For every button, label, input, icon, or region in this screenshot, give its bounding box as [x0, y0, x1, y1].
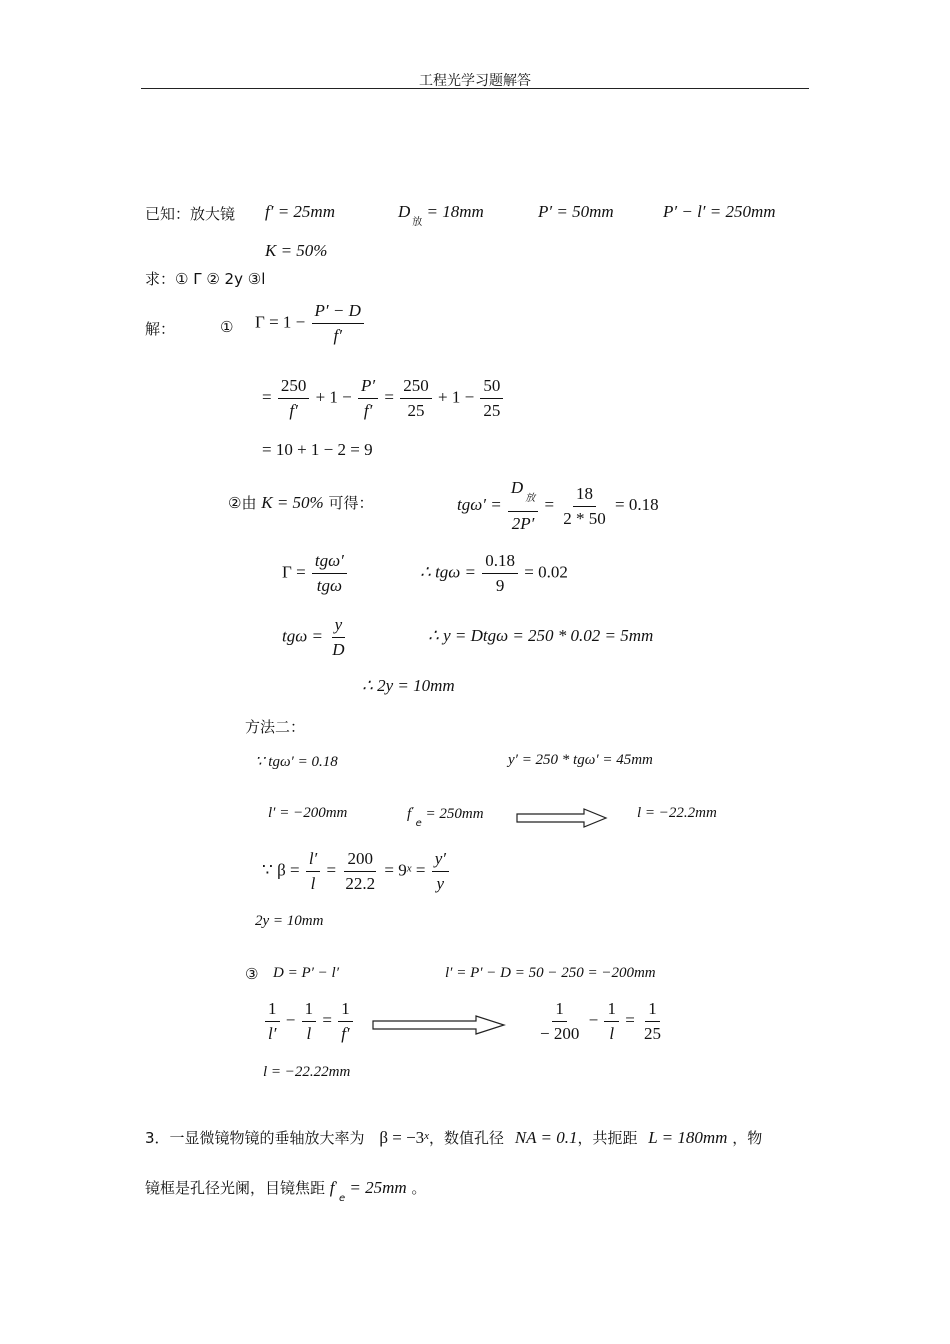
gamma-lhs: Γ = 1 − — [255, 312, 306, 332]
lens2-frac-3 — [641, 998, 664, 1045]
problem3-fe-prime: ′ — [334, 1180, 337, 1192]
lens-frac-3 — [338, 998, 353, 1045]
step2-intro — [228, 492, 374, 513]
lens2-frac-2 — [604, 998, 619, 1045]
problem3-text-a: 3．一显微镜物镜的垂轴放大率为 — [145, 1129, 365, 1147]
tg-frac-1-den: 2P′ — [511, 514, 535, 533]
lens2-frac-1 — [537, 998, 582, 1045]
problem3-fe-value: = 25mm — [349, 1178, 407, 1197]
lens-frac-2-num: 1 — [302, 998, 317, 1022]
problem3-beta-x: x — [424, 1130, 430, 1142]
lens-frac-2-den: l — [306, 1024, 312, 1043]
expansion-eq: = — [262, 387, 272, 407]
given-k: K = 50% — [265, 241, 328, 260]
lens2-frac-1-num: 1 — [552, 998, 567, 1022]
beta-x: x — [406, 862, 412, 875]
beta-value: = 9 — [384, 860, 407, 880]
lens-minus: − — [285, 1010, 296, 1030]
beta-frac-3-den: y — [436, 874, 445, 893]
l-prime-value: l′ = −200mm — [268, 805, 348, 821]
therefore-tg-lhs: ∴ tgω = — [420, 562, 477, 582]
expansion-frac-4 — [480, 375, 503, 422]
lens2-frac-1-den: − 200 — [540, 1024, 580, 1043]
therefore-y: ∴ y = Dtgω = 250 * 0.02 = 5mm — [428, 626, 654, 645]
lens2-eq: = — [625, 1010, 635, 1030]
given-p-minus-l: P′ − l′ = 250mm — [663, 202, 776, 221]
y-prime-result: y′ = 250 * tgω′ = 45mm — [508, 752, 653, 768]
step2-prefix: ②由 — [228, 494, 257, 512]
tg-frac-2-den: 2 * 50 — [563, 508, 606, 528]
beta-frac-2-num: 200 — [344, 848, 376, 872]
tgw-den: D — [332, 640, 345, 659]
step3-l: l′ = P′ − D = 50 − 250 = −200mm — [445, 965, 656, 981]
fe-value — [407, 805, 484, 829]
tgw-lhs: tgω = — [282, 626, 323, 646]
therefore-tg-formula — [420, 550, 568, 597]
given-d-fang — [398, 202, 484, 228]
gamma-result: = 10 + 1 − 2 = 9 — [262, 440, 373, 459]
lens2-frac-3-num: 1 — [645, 998, 660, 1022]
step3-marker: ③ — [245, 965, 259, 983]
problem3-fe-sub: e — [338, 1193, 346, 1204]
beta-frac-2 — [342, 848, 378, 895]
tgw-frac — [329, 614, 347, 661]
lens-equation-substituted — [535, 998, 666, 1045]
problem3-beta-value: β = −3 — [379, 1128, 425, 1147]
gamma-fraction — [312, 300, 364, 347]
lens2-minus: − — [588, 1010, 599, 1030]
beta-frac-1-num: l′ — [306, 848, 320, 872]
problem3-line2 — [145, 1177, 426, 1204]
solution-label: 解： — [145, 320, 176, 338]
because-tg: ∵ tgω′ = 0.18 — [255, 754, 338, 770]
method2-label: 方法二： — [245, 718, 306, 736]
lens-frac-1-den: l′ — [268, 1024, 277, 1043]
gamma-tg-formula — [282, 550, 349, 597]
lens2-frac-3-den: 25 — [644, 1024, 662, 1043]
therefore-tg-num: 0.18 — [482, 550, 518, 574]
step3-d: D = P′ − l′ — [273, 965, 339, 981]
lens-equation — [263, 998, 355, 1045]
given-d-subscript: 放 — [412, 217, 423, 228]
gamma2-den: tgω — [316, 576, 343, 595]
given-d-symbol: D — [398, 202, 411, 221]
ask-label: 求：① Γ ② 2y ③l — [145, 270, 266, 288]
problem3-text-f: 。 — [411, 1179, 427, 1197]
therefore-2y: ∴ 2y = 10mm — [362, 676, 455, 695]
expansion-eq-2: = — [384, 387, 394, 407]
expansion-frac-2 — [358, 375, 378, 422]
tg-frac-1-num-d: D — [510, 478, 524, 497]
expansion-frac-1 — [278, 375, 310, 422]
therefore-tg-frac — [482, 550, 518, 597]
lens-frac-1 — [265, 998, 280, 1045]
gamma-numerator: P′ − D — [312, 300, 364, 324]
expansion-mid: + 1 − — [315, 387, 352, 407]
right-arrow-icon-2 — [372, 1015, 506, 1035]
beta-frac-1 — [306, 848, 320, 895]
problem3-text-e: 镜框是孔径光阑，目镜焦距 — [145, 1179, 326, 1197]
given-p-prime: P′ = 50mm — [538, 202, 614, 221]
problem3-text-b: ，数值孔径 — [429, 1129, 505, 1147]
tg-result: = 0.18 — [615, 494, 659, 514]
step2-k: K = 50% — [261, 493, 324, 512]
problem3-fe-symbol: f — [329, 1178, 335, 1197]
tg-frac-1-num — [508, 477, 538, 512]
lens-frac-1-num: 1 — [265, 998, 280, 1022]
l-final: l = −22.22mm — [263, 1064, 351, 1080]
beta-frac-1-den: l — [310, 874, 316, 893]
gamma-formula — [255, 300, 366, 347]
beta-eq-2: = — [415, 860, 426, 880]
problem3-fe — [329, 1178, 407, 1204]
given-d-value: = 18mm — [426, 202, 484, 221]
beta-frac-3 — [432, 848, 449, 895]
gamma-expansion — [262, 375, 505, 422]
result-2y: 2y = 10mm — [255, 913, 324, 929]
header-divider — [141, 88, 809, 89]
lens-frac-2 — [302, 998, 317, 1045]
expansion-frac-4-den: 25 — [483, 401, 501, 420]
given-label: 已知：放大镜 — [145, 205, 236, 223]
problem3-na: NA = 0.1 — [514, 1128, 578, 1147]
beta-frac-2-den: 22.2 — [345, 874, 376, 893]
tg-eq: = — [544, 494, 555, 514]
beta-frac-3-num: y′ — [432, 848, 449, 872]
gamma-denominator: f′ — [333, 326, 342, 345]
tg-frac-1-num-sub: 放 — [525, 493, 536, 504]
expansion-frac-3 — [400, 375, 432, 422]
fe-number: = 250mm — [425, 806, 484, 822]
expansion-frac-1-den: f′ — [289, 401, 298, 420]
expansion-mid-2: + 1 − — [437, 387, 475, 407]
problem3-L: L = 180mm — [648, 1128, 728, 1147]
lens-eq: = — [322, 1010, 332, 1030]
expansion-frac-2-num: P′ — [358, 375, 378, 399]
step2-suffix: 可得： — [328, 494, 374, 512]
gamma2-frac — [312, 550, 347, 597]
beta-lhs: ∵ β = — [262, 860, 300, 880]
lens2-frac-2-den: l — [609, 1024, 615, 1043]
problem3-text-d: ，物 — [732, 1129, 763, 1147]
l-result: l = −22.2mm — [637, 805, 717, 821]
lens-frac-3-num: 1 — [338, 998, 353, 1022]
tg-frac-1 — [508, 477, 538, 535]
expansion-frac-3-num: 250 — [400, 375, 432, 399]
tg-omega-prime-formula — [457, 477, 659, 535]
page-header-title: 工程光学习题解答 — [419, 73, 531, 89]
expansion-frac-2-den: f′ — [363, 401, 373, 420]
fe-prime: ′ — [411, 805, 414, 817]
problem3-line1 — [145, 1127, 762, 1148]
right-arrow-icon — [516, 808, 608, 828]
problem3-text-c: ，共扼距 — [577, 1129, 638, 1147]
lens-frac-3-den: f′ — [341, 1024, 350, 1043]
step1-marker: ① — [220, 318, 234, 336]
tg-frac-2-num: 18 — [573, 483, 596, 507]
expansion-frac-1-num: 250 — [278, 375, 310, 399]
tgw-num: y — [332, 614, 346, 638]
problem3-beta — [379, 1128, 429, 1147]
fe-symbol: f — [407, 806, 412, 822]
tg-frac-2 — [560, 483, 609, 530]
therefore-tg-rhs: = 0.02 — [524, 562, 568, 582]
gamma2-num: tgω′ — [312, 550, 347, 574]
therefore-tg-den: 9 — [495, 576, 505, 595]
beta-eq: = — [326, 860, 337, 880]
tg-lhs: tgω′ = — [457, 494, 502, 514]
expansion-frac-3-den: 25 — [407, 401, 425, 420]
expansion-frac-4-num: 50 — [480, 375, 503, 399]
beta-formula — [262, 848, 451, 895]
given-f-prime: f′ = 25mm — [265, 202, 335, 221]
fe-subscript: e — [415, 818, 422, 829]
tgw-formula — [282, 614, 349, 661]
lens2-frac-2-num: 1 — [604, 998, 619, 1022]
gamma2-lhs: Γ = — [282, 562, 306, 582]
